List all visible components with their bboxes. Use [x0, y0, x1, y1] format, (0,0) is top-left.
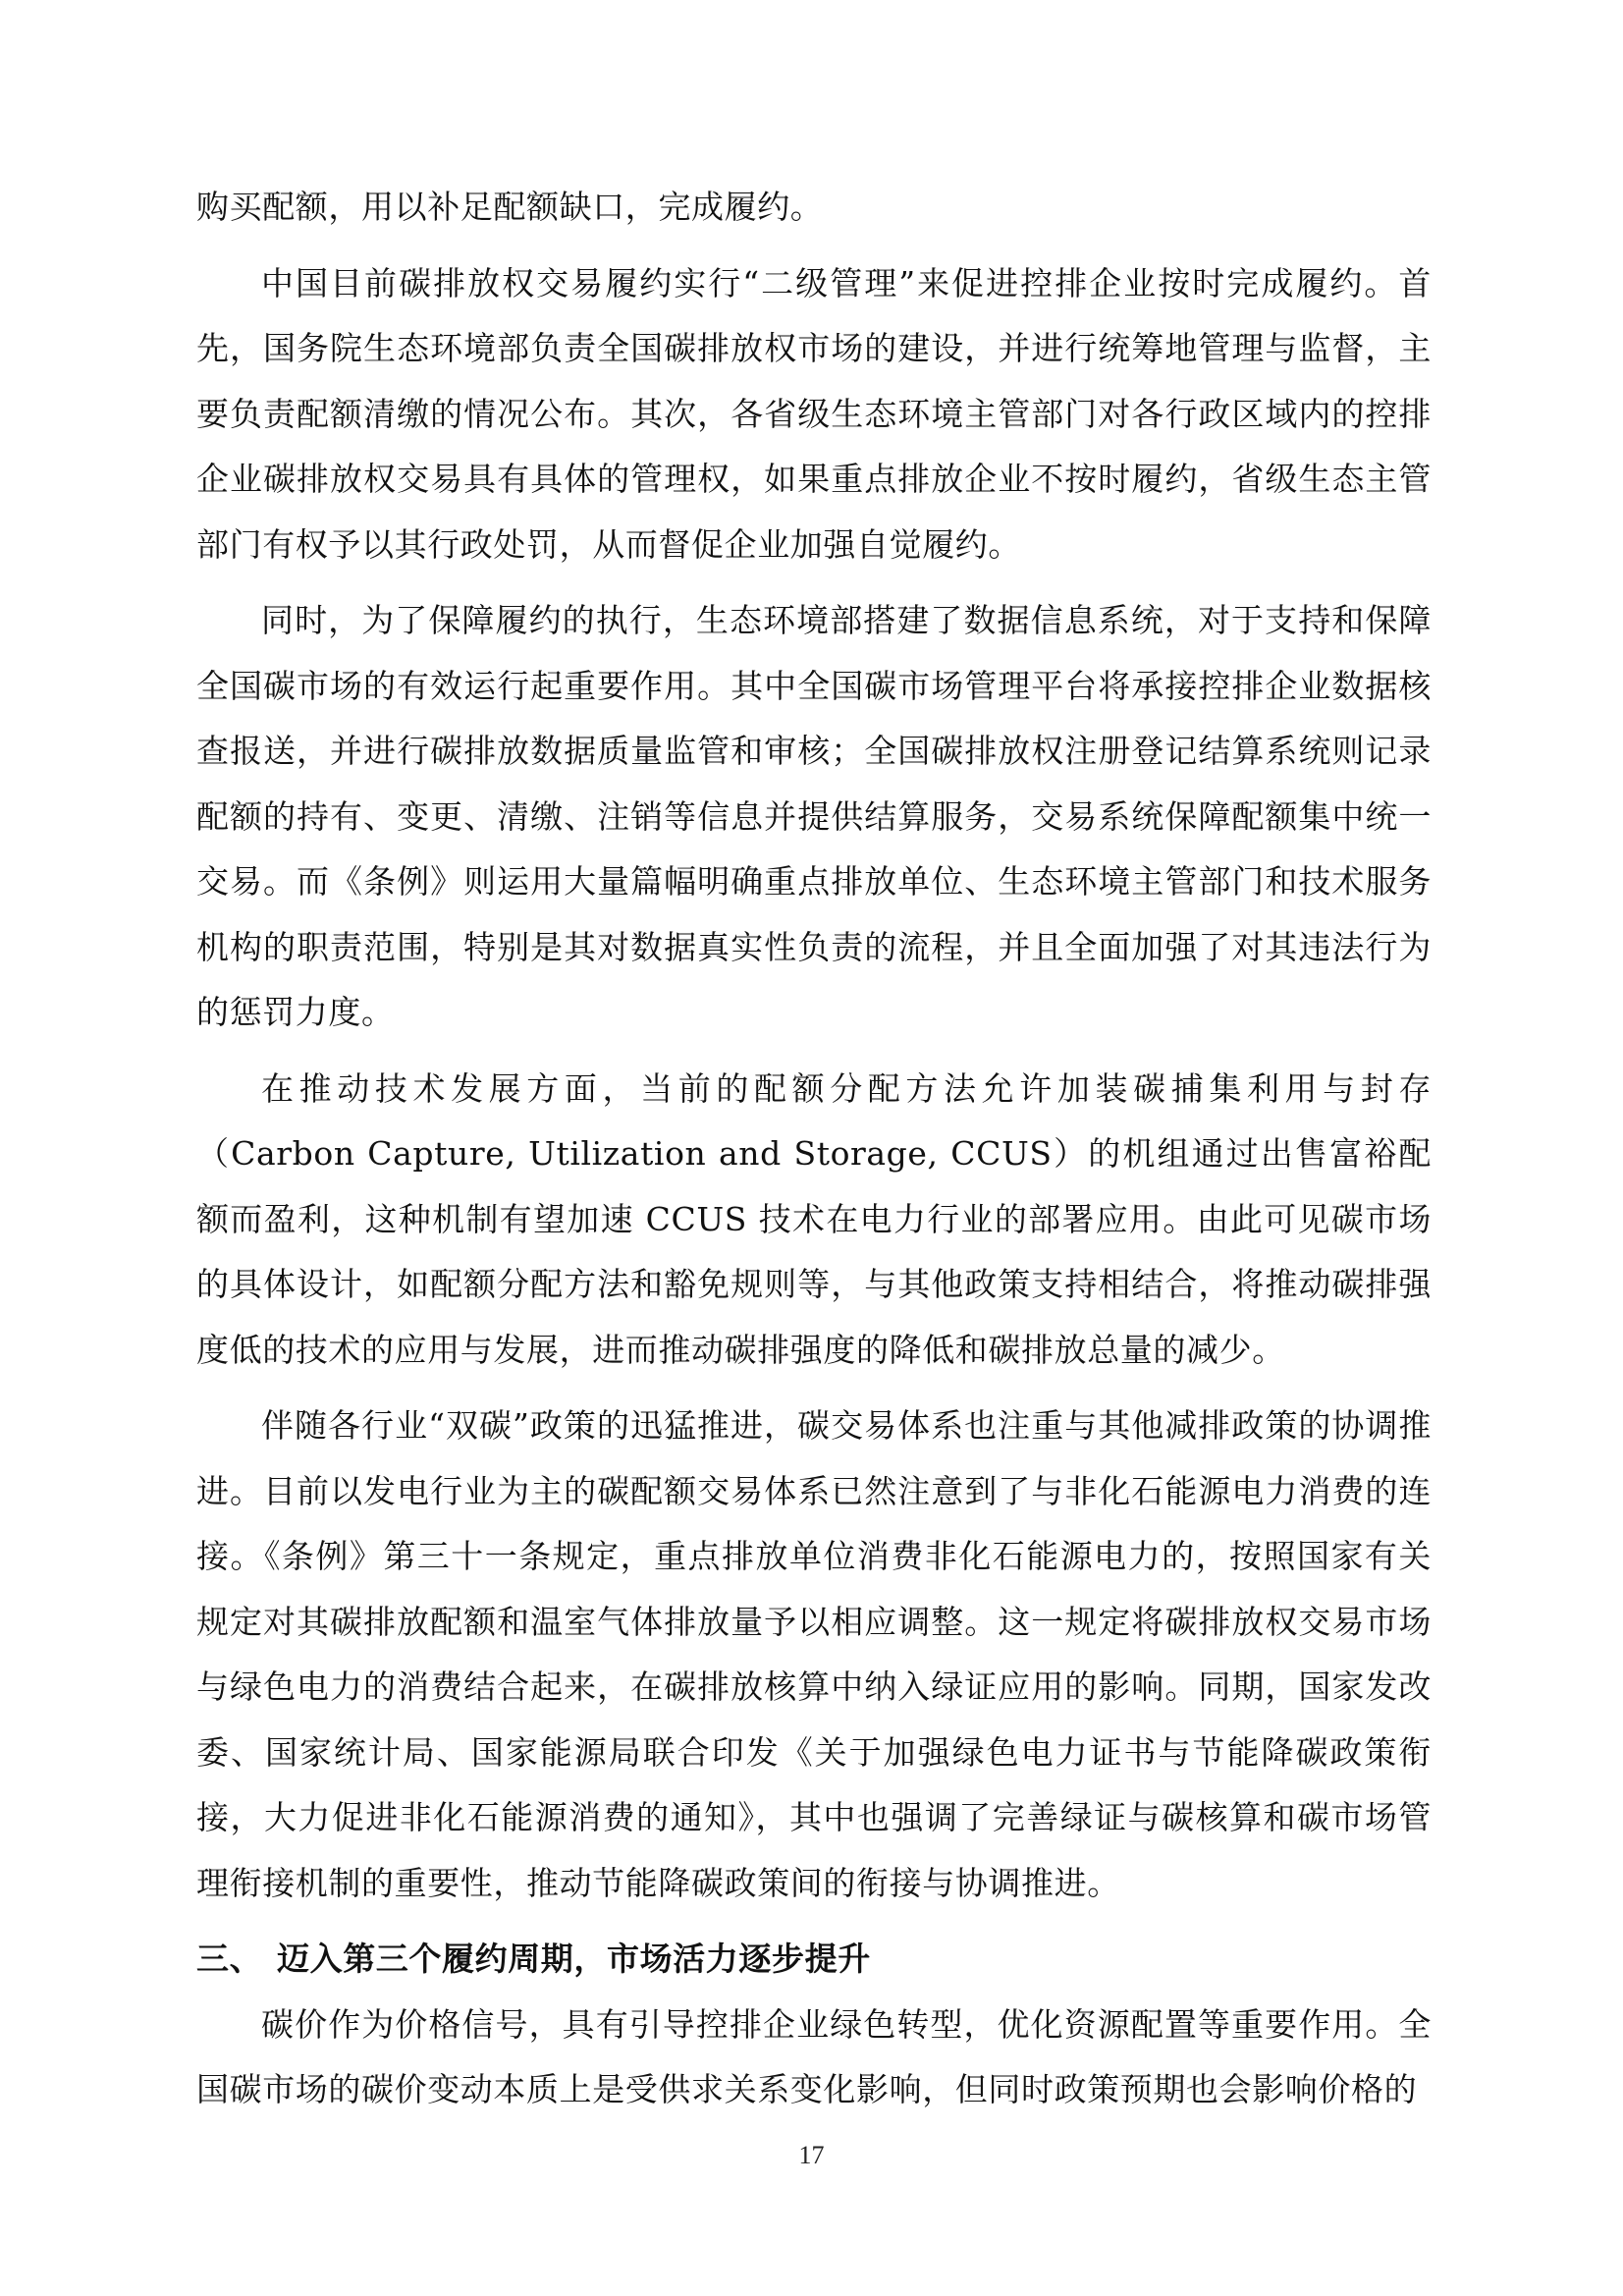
page-body [196, 175, 1432, 2123]
paragraph-carbon-price: 碳价作为价格信号，具有引导控排企业绿色转型，优化资源配置等重要作用。全国碳市场的碳价变动本质上是受供求关系变化影响，但同时政策预期也会影响价格的 [196, 2004, 1432, 2108]
paragraph-continuation: 购买配额，用以补足配额缺口，完成履约。 [196, 188, 824, 226]
page-number: 17 [798, 2141, 825, 2169]
section-title: 迈入第三个履约周期，市场活力逐步提升 [277, 1940, 871, 1978]
paragraph-policy-coordination: 伴随各行业“双碳”政策的迅猛推进，碳交易体系也注重与其他减排政策的协调推进。目前以发电行业为主的碳配额交易体系已然注意到了与非化石能源电力消费的连接。《条例》第三十一条规定，重点排放单位消费非化石能源电力的，按照国家有关规定对其碳排放配额和温室气体排放量予以相应调整。这一规定将碳排放权交易市场与绿色电力的消费结合起来，在碳排放核算中纳入绿证应用的影响。同期，国家发改委、国家统计局、国家能源局联合印发《关于加强绿色电力证书与节能降碳政策衔接，大力促进非化石能源消费的通知》，其中也强调了完善绿证与碳核算和碳市场管理衔接机制的重要性，推动节能降碳政策间的衔接与协调推进。 [196, 1406, 1432, 1902]
paragraph-compliance-management: 中国目前碳排放权交易履约实行“二级管理”来促进控排企业按时完成履约。首先，国务院生态环境部负责全国碳排放权市场的建设，并进行统筹地管理与监督，主要负责配额清缴的情况公布。其次，各省级生态环境主管部门对各行政区域内的控排企业碳排放权交易具有具体的管理权，如果重点排放企业不按时履约，省级生态主管部门有权予以其行政处罚，从而督促企业加强自觉履约。 [196, 263, 1432, 564]
section-number: 三、 [196, 1940, 263, 1978]
section-heading [196, 1927, 1432, 1993]
paragraph-data-systems: 同时，为了保障履约的执行，生态环境部搭建了数据信息系统，对于支持和保障全国碳市场的有效运行起重要作用。其中全国碳市场管理平台将承接控排企业数据核查报送，并进行碳排放数据质量监管和审核；全国碳排放权注册登记结算系统则记录配额的持有、变更、清缴、注销等信息并提供结算服务，交易系统保障配额集中统一交易。而《条例》则运用大量篇幅明确重点排放单位、生态环境主管部门和技术服务机构的职责范围，特别是其对数据真实性负责的流程，并且全面加强了对其违法行为的惩罚力度。 [196, 601, 1432, 1031]
paragraph-technology-development: 在推动技术发展方面，当前的配额分配方法允许加装碳捕集利用与封存（Carbon Capture, Utilization and Storage, CCUS）的机组通过出售富裕配额而盈利，这种机制有望加速 CCUS 技术在电力行业的部署应用。由此可见碳市场的具体设计，如配额分配方法和豁免规则等，与其他政策支持相结合，将推动碳排强度低的技术的应用与发展，进而推动碳排强度的降低和碳排放总量的减少。 [196, 1068, 1432, 1369]
